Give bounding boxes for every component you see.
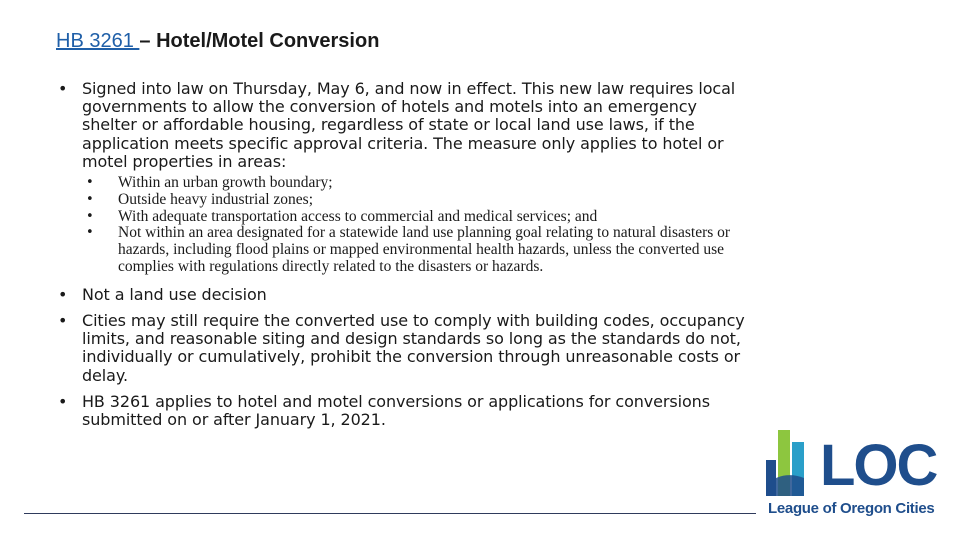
bill-link[interactable]: HB 3261 bbox=[56, 30, 140, 52]
bullet-dot: • bbox=[86, 208, 94, 224]
bullet-land-use-text: Not a land use decision bbox=[82, 284, 267, 304]
loc-logo bbox=[762, 426, 942, 526]
title-text: – Hotel/Motel Conversion bbox=[139, 30, 380, 52]
bullet-intro-text: Signed into law on Thursday, May 6, and now in effect. This new law requires local governments to allow the conversion of hotels and motels into an emergency shelter or affordable housing, regardless of state or local land use laws, if the application meets specific approval criteria. The measure only applies to hotel or motel properties in areas: bbox=[82, 79, 736, 171]
criteria-item bbox=[56, 225, 756, 275]
bullet-building-codes bbox=[56, 312, 756, 385]
slide-body bbox=[56, 80, 756, 429]
footer-divider bbox=[24, 513, 756, 514]
bullet-dot: • bbox=[86, 191, 94, 207]
logo-letters: LOC bbox=[820, 433, 937, 498]
bullet-building-codes-text: Cities may still require the converted use to comply with building codes, occupancy limits, and reasonable siting and design standards so long as the standards do not, individually or cumulatively, prohibit the conversion through unreasonable costs or delay. bbox=[82, 311, 745, 385]
bullet-applicability-text: HB 3261 applies to hotel and motel conversions or applications for conversions submitted on or after January 1, 2021. bbox=[82, 391, 710, 430]
criteria-text: Within an urban growth boundary; bbox=[118, 174, 333, 192]
criteria-list bbox=[56, 175, 756, 276]
city-skyline-icon bbox=[762, 426, 824, 498]
logo-tagline: League of Oregon Cities bbox=[768, 500, 935, 517]
criteria-item bbox=[56, 175, 756, 192]
bullet-dot: • bbox=[86, 225, 94, 241]
bullet-applicability bbox=[56, 393, 756, 429]
criteria-text: Not within an area designated for a statewide land use planning goal relating to natural disasters or hazards, including flood plains or mapped environmental health hazards, unless the converted use complies with regulations directly related to the disasters or hazards. bbox=[118, 224, 731, 275]
criteria-text: Outside heavy industrial zones; bbox=[118, 190, 313, 208]
criteria-item bbox=[56, 209, 756, 226]
bullet-dot: • bbox=[58, 79, 68, 98]
bullet-dot: • bbox=[58, 284, 68, 304]
criteria-text: With adequate transportation access to commercial and medical services; and bbox=[118, 207, 598, 225]
bullet-dot: • bbox=[86, 175, 94, 191]
bullet-dot: • bbox=[58, 391, 68, 411]
bullet-dot: • bbox=[58, 311, 68, 330]
slide-title bbox=[56, 30, 379, 53]
bullet-intro bbox=[56, 80, 756, 171]
criteria-item bbox=[56, 192, 756, 209]
bullet-land-use bbox=[56, 286, 756, 304]
